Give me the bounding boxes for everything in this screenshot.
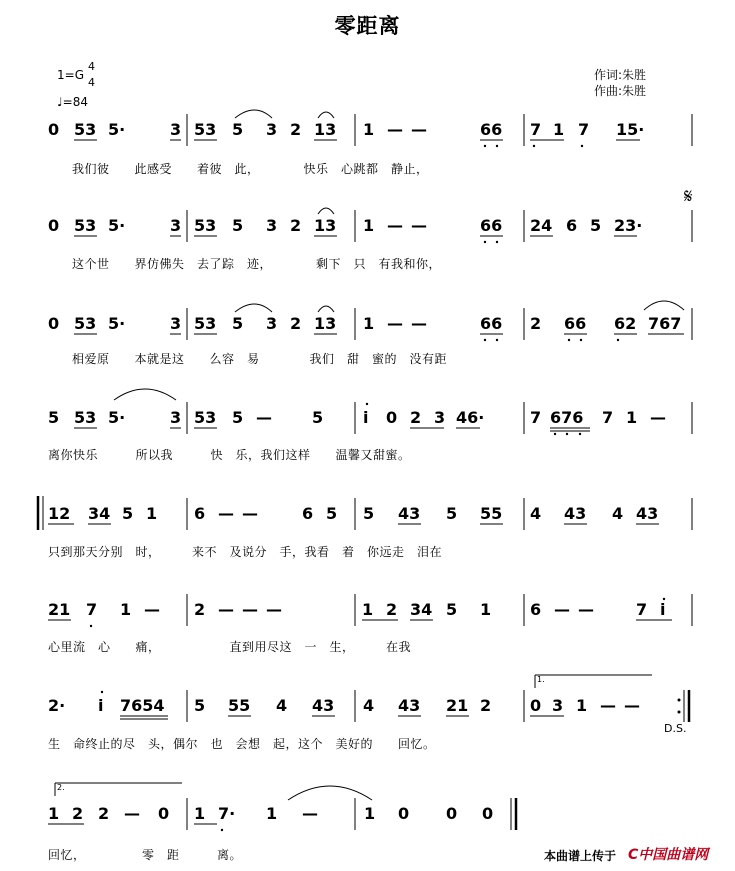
note: 2 xyxy=(480,696,492,715)
note: 3 xyxy=(170,314,182,333)
octave-dot xyxy=(484,241,486,243)
note: 3 xyxy=(266,314,278,333)
note: 43 xyxy=(398,696,421,715)
note: 34 xyxy=(88,504,111,523)
volta-1-label: 1. xyxy=(537,675,545,684)
note: — xyxy=(144,600,160,619)
composer: 作曲:朱胜 xyxy=(594,84,647,98)
note: 5 xyxy=(446,600,458,619)
lyrics-line: 心里流 心 痛， 直到用尽这 一 生， 在我 xyxy=(48,640,412,654)
note: — xyxy=(411,216,427,235)
note: 21 xyxy=(446,696,469,715)
volta-2-label: 2. xyxy=(57,783,65,792)
octave-dot xyxy=(496,145,498,147)
note: 7· xyxy=(218,804,236,823)
note: 12 xyxy=(48,504,71,523)
note: 5 xyxy=(232,408,244,427)
note: 2 xyxy=(290,120,302,139)
note: — xyxy=(554,600,570,619)
note: 3 xyxy=(170,408,182,427)
note: 767 xyxy=(648,314,682,333)
note: 7 xyxy=(530,120,542,139)
note: 66 xyxy=(480,120,503,139)
key-signature: 1=G xyxy=(57,68,84,82)
note: 5 xyxy=(232,216,244,235)
note: — xyxy=(302,804,318,823)
note: 0 xyxy=(386,408,398,427)
note: — xyxy=(387,120,403,139)
slur xyxy=(235,110,272,118)
note: 7654 xyxy=(120,696,165,715)
note: 62 xyxy=(614,314,637,333)
note: 676 xyxy=(550,408,584,427)
song-title: 零距离 xyxy=(334,14,401,38)
octave-dot xyxy=(484,145,486,147)
note: 1 xyxy=(480,600,492,619)
note: 1 xyxy=(363,120,375,139)
note: 0 xyxy=(48,314,60,333)
note: 13 xyxy=(314,216,337,235)
note: 4 xyxy=(530,504,542,523)
note: 53 xyxy=(74,216,97,235)
note: 2· xyxy=(48,696,66,715)
segno-icon: 𝄋 xyxy=(684,184,693,208)
note: 3 xyxy=(170,216,182,235)
dal-segno-marking: D.S. xyxy=(664,722,687,735)
note: 1 xyxy=(362,600,374,619)
note: 5· xyxy=(108,314,126,333)
note: i xyxy=(363,408,369,427)
note: 7 xyxy=(636,600,648,619)
upload-credit: 本曲谱上传于 xyxy=(544,849,617,863)
note: — xyxy=(266,600,282,619)
note: — xyxy=(411,314,427,333)
tempo-value: =84 xyxy=(62,95,88,109)
note: 7 xyxy=(602,408,614,427)
note: i xyxy=(98,696,104,715)
note: 43 xyxy=(564,504,587,523)
note: — xyxy=(650,408,666,427)
note: 0 xyxy=(48,120,60,139)
octave-dot xyxy=(366,403,368,405)
note: 43 xyxy=(312,696,335,715)
note: 7 xyxy=(86,600,98,619)
octave-dot xyxy=(221,829,223,831)
note: 23· xyxy=(614,216,643,235)
note: 4 xyxy=(363,696,375,715)
note: i xyxy=(660,600,666,619)
note: 1 xyxy=(576,696,588,715)
note: 66 xyxy=(480,314,503,333)
note: 3 xyxy=(434,408,446,427)
note: 13 xyxy=(314,314,337,333)
note: — xyxy=(624,696,640,715)
note: — xyxy=(387,216,403,235)
note: 1 xyxy=(363,314,375,333)
note: 6 xyxy=(530,600,542,619)
slur xyxy=(114,389,176,400)
note: 1 xyxy=(120,600,132,619)
note: 3 xyxy=(552,696,564,715)
note: 2 xyxy=(72,804,84,823)
note: 3 xyxy=(266,120,278,139)
note: 3 xyxy=(266,216,278,235)
site-logo[interactable] xyxy=(628,844,708,864)
note: — xyxy=(600,696,616,715)
octave-dot xyxy=(484,339,486,341)
note: 66 xyxy=(564,314,587,333)
note: 21 xyxy=(48,600,71,619)
lyrics-line: 相爱原 本就是这 么容 易 我们 甜 蜜的 没有距 xyxy=(72,352,448,366)
note: 1 xyxy=(363,216,375,235)
lyricist: 作词:朱胜 xyxy=(594,68,647,82)
note: 0 xyxy=(530,696,542,715)
note: 1 xyxy=(626,408,638,427)
slur xyxy=(318,112,334,118)
octave-dot xyxy=(581,145,583,147)
note: 2 xyxy=(410,408,422,427)
note: 6 xyxy=(566,216,578,235)
note: 7 xyxy=(578,120,590,139)
octave-dot xyxy=(533,145,535,147)
note: 53 xyxy=(74,314,97,333)
note: 13 xyxy=(314,120,337,139)
note: 2 xyxy=(194,600,206,619)
lyrics-line: 回忆， 零 距 离。 xyxy=(48,848,243,862)
repeat-dot xyxy=(678,699,681,702)
note: 53 xyxy=(194,408,217,427)
note: 0 xyxy=(398,804,410,823)
note: — xyxy=(242,600,258,619)
note: 5 xyxy=(326,504,338,523)
note: 53 xyxy=(194,314,217,333)
octave-dot xyxy=(617,339,619,341)
octave-dot xyxy=(90,625,92,627)
note: 0 xyxy=(158,804,170,823)
note: 1 xyxy=(553,120,565,139)
note: 1 xyxy=(146,504,158,523)
lyrics-line: 离你快乐 所以我 快 乐，我们这样 温馨又甜蜜。 xyxy=(48,448,411,462)
note: 5· xyxy=(108,216,126,235)
quarter-note-icon: ♩ xyxy=(57,95,63,109)
note: 5 xyxy=(232,314,244,333)
note: 5 xyxy=(446,504,458,523)
note: 4 xyxy=(612,504,624,523)
note: 5· xyxy=(108,120,126,139)
note: 66 xyxy=(480,216,503,235)
note: — xyxy=(242,504,258,523)
note: 46· xyxy=(456,408,485,427)
lyrics-line: 我们彼 此感受 着彼 此， 快乐 心跳都 静止， xyxy=(72,162,429,176)
note: 1 xyxy=(194,804,206,823)
lyrics-line: 生 命终止的尽 头，偶尔 也 会想 起，这个 美好的 回忆。 xyxy=(48,737,436,751)
note: 2 xyxy=(386,600,398,619)
note: 5· xyxy=(108,408,126,427)
note: 4 xyxy=(276,696,288,715)
note: 55 xyxy=(480,504,503,523)
slur xyxy=(318,208,334,214)
note: 1 xyxy=(266,804,278,823)
note: 7 xyxy=(530,408,542,427)
tempo-marking xyxy=(57,95,88,109)
note: 5 xyxy=(232,120,244,139)
note: 2 xyxy=(98,804,110,823)
note: 1 xyxy=(48,804,60,823)
note: — xyxy=(218,600,234,619)
note: 53 xyxy=(74,120,97,139)
note: — xyxy=(218,504,234,523)
note: 5 xyxy=(48,408,60,427)
note: 6 xyxy=(302,504,314,523)
c-logo-icon: C xyxy=(628,847,639,863)
note: 43 xyxy=(636,504,659,523)
octave-dot xyxy=(579,433,581,435)
octave-dot xyxy=(496,241,498,243)
octave-dot xyxy=(580,339,582,341)
note: 53 xyxy=(194,120,217,139)
slur xyxy=(644,301,684,310)
octave-dot xyxy=(101,691,103,693)
note: — xyxy=(578,600,594,619)
note: 55 xyxy=(228,696,251,715)
note: 53 xyxy=(74,408,97,427)
note: 0 xyxy=(48,216,60,235)
slur xyxy=(288,786,372,800)
octave-dot xyxy=(496,339,498,341)
time-signature-bottom: 4 xyxy=(88,76,95,89)
note: 5 xyxy=(590,216,602,235)
octave-dot xyxy=(554,433,556,435)
note: 5 xyxy=(312,408,324,427)
note: 6 xyxy=(194,504,206,523)
note: 2 xyxy=(290,216,302,235)
note: 3 xyxy=(170,120,182,139)
note: — xyxy=(411,120,427,139)
note: — xyxy=(124,804,140,823)
note: — xyxy=(387,314,403,333)
note: 5 xyxy=(122,504,134,523)
note: 34 xyxy=(410,600,433,619)
time-signature-top: 4 xyxy=(88,60,95,73)
slur xyxy=(235,304,272,312)
note: 24 xyxy=(530,216,553,235)
note: — xyxy=(256,408,272,427)
note: 5 xyxy=(194,696,206,715)
note: 2 xyxy=(530,314,542,333)
lyrics-line: 这个世 界仿佛失 去了踪 迹， 剩下 只 有我和你， xyxy=(72,257,442,271)
note: 2 xyxy=(290,314,302,333)
repeat-dot xyxy=(678,711,681,714)
note: 0 xyxy=(446,804,458,823)
lyrics-line: 只到那天分别 时， 来不 及说分 手，我看 着 你远走 泪在 xyxy=(48,545,443,559)
note: 0 xyxy=(482,804,494,823)
note: 5 xyxy=(363,504,375,523)
site-name: 中国曲谱网 xyxy=(638,847,709,863)
note: 1 xyxy=(364,804,376,823)
note: 15· xyxy=(616,120,645,139)
octave-dot xyxy=(566,433,568,435)
octave-dot xyxy=(568,339,570,341)
note: 43 xyxy=(398,504,421,523)
note: 53 xyxy=(194,216,217,235)
slur xyxy=(318,306,334,312)
